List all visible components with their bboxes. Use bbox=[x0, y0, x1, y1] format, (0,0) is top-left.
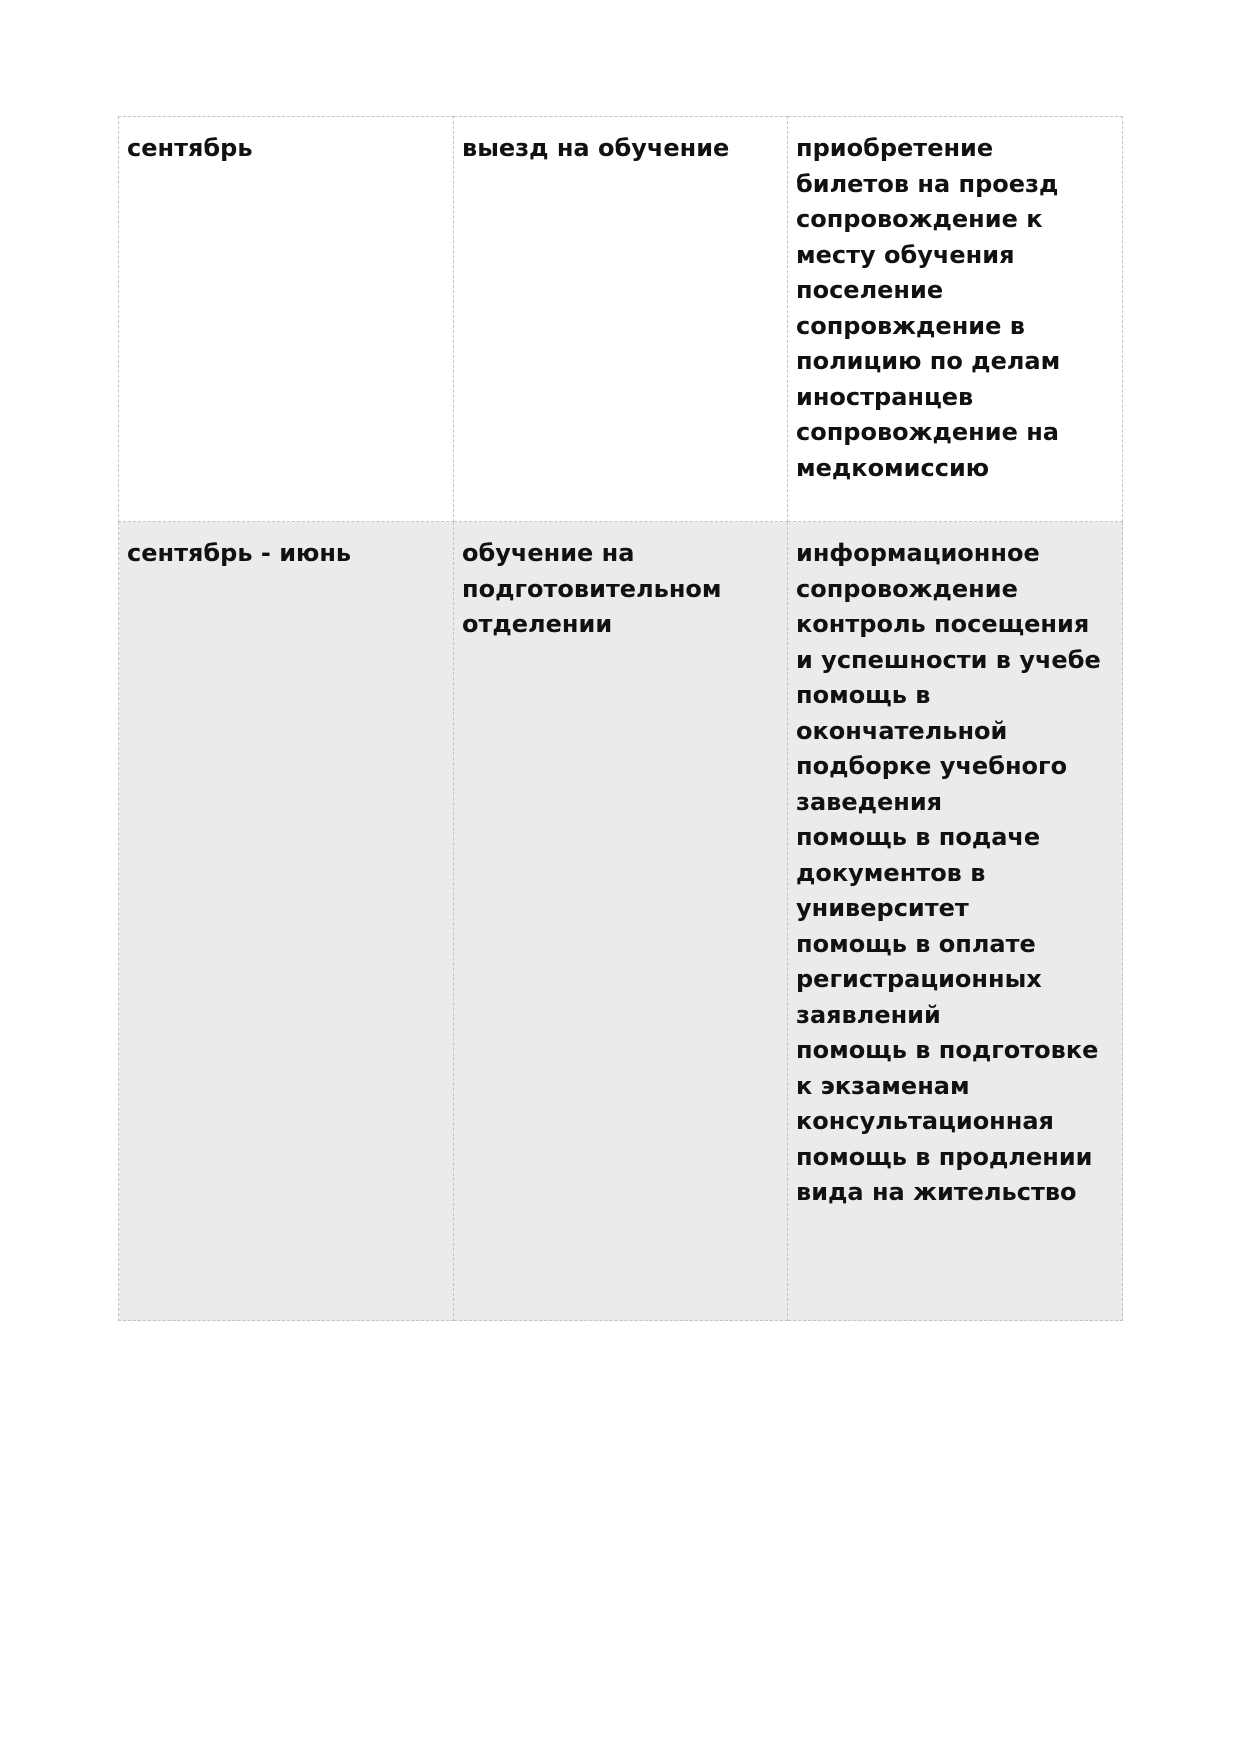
service-line: университет bbox=[796, 894, 969, 922]
service-line: билетов на проезд bbox=[796, 169, 1059, 198]
service-line: заявлений bbox=[796, 1000, 941, 1029]
service-line: поселение bbox=[796, 276, 944, 304]
service-line: сопровождение к bbox=[796, 205, 1043, 233]
table-row bbox=[119, 522, 1123, 1321]
period-text: сентябрь - июнь bbox=[127, 539, 352, 567]
service-line: контроль посещения bbox=[796, 610, 1090, 638]
stage-line: выезд на обучение bbox=[462, 134, 730, 162]
stage-line: подготовительном bbox=[462, 574, 722, 603]
service-line: иностранцев bbox=[796, 382, 974, 411]
service-line: сопровждение в bbox=[796, 311, 1025, 340]
service-line: помощь в подаче bbox=[796, 823, 1041, 851]
service-line: помощь в продлении bbox=[796, 1142, 1093, 1171]
service-line: помощь в bbox=[796, 681, 931, 709]
services-cell bbox=[788, 522, 1123, 1321]
stage-cell bbox=[454, 522, 788, 1321]
stage-line: обучение на bbox=[462, 539, 635, 567]
service-line: сопровождение bbox=[796, 574, 1018, 603]
services-cell bbox=[788, 117, 1123, 522]
period-text: сентябрь bbox=[127, 134, 253, 162]
service-line: окончательной bbox=[796, 716, 1008, 745]
table-row bbox=[119, 117, 1123, 522]
service-line: приобретение bbox=[796, 134, 994, 162]
service-line: помощь в подготовке bbox=[796, 1036, 1099, 1064]
service-line: подборке учебного bbox=[796, 752, 1068, 780]
service-line: и успешности в учебе bbox=[796, 645, 1101, 674]
service-line: заведения bbox=[796, 787, 943, 816]
service-line: информационное bbox=[796, 539, 1040, 567]
service-line: регистрационных bbox=[796, 965, 1042, 993]
service-line: документов в bbox=[796, 858, 986, 887]
service-line: полицию по делам bbox=[796, 347, 1061, 375]
schedule-table bbox=[118, 116, 1123, 1321]
service-line: месту обучения bbox=[796, 240, 1015, 269]
service-line: консультационная bbox=[796, 1107, 1054, 1135]
service-line: к экзаменам bbox=[796, 1071, 970, 1100]
period-cell bbox=[119, 522, 454, 1321]
stage-line: отделении bbox=[462, 610, 613, 638]
service-line: медкомиссию bbox=[796, 453, 990, 482]
service-line: помощь в оплате bbox=[796, 929, 1036, 958]
service-line: вида на жительство bbox=[796, 1178, 1077, 1206]
period-cell bbox=[119, 117, 454, 522]
stage-cell bbox=[454, 117, 788, 522]
service-line: сопровождение на bbox=[796, 418, 1059, 446]
